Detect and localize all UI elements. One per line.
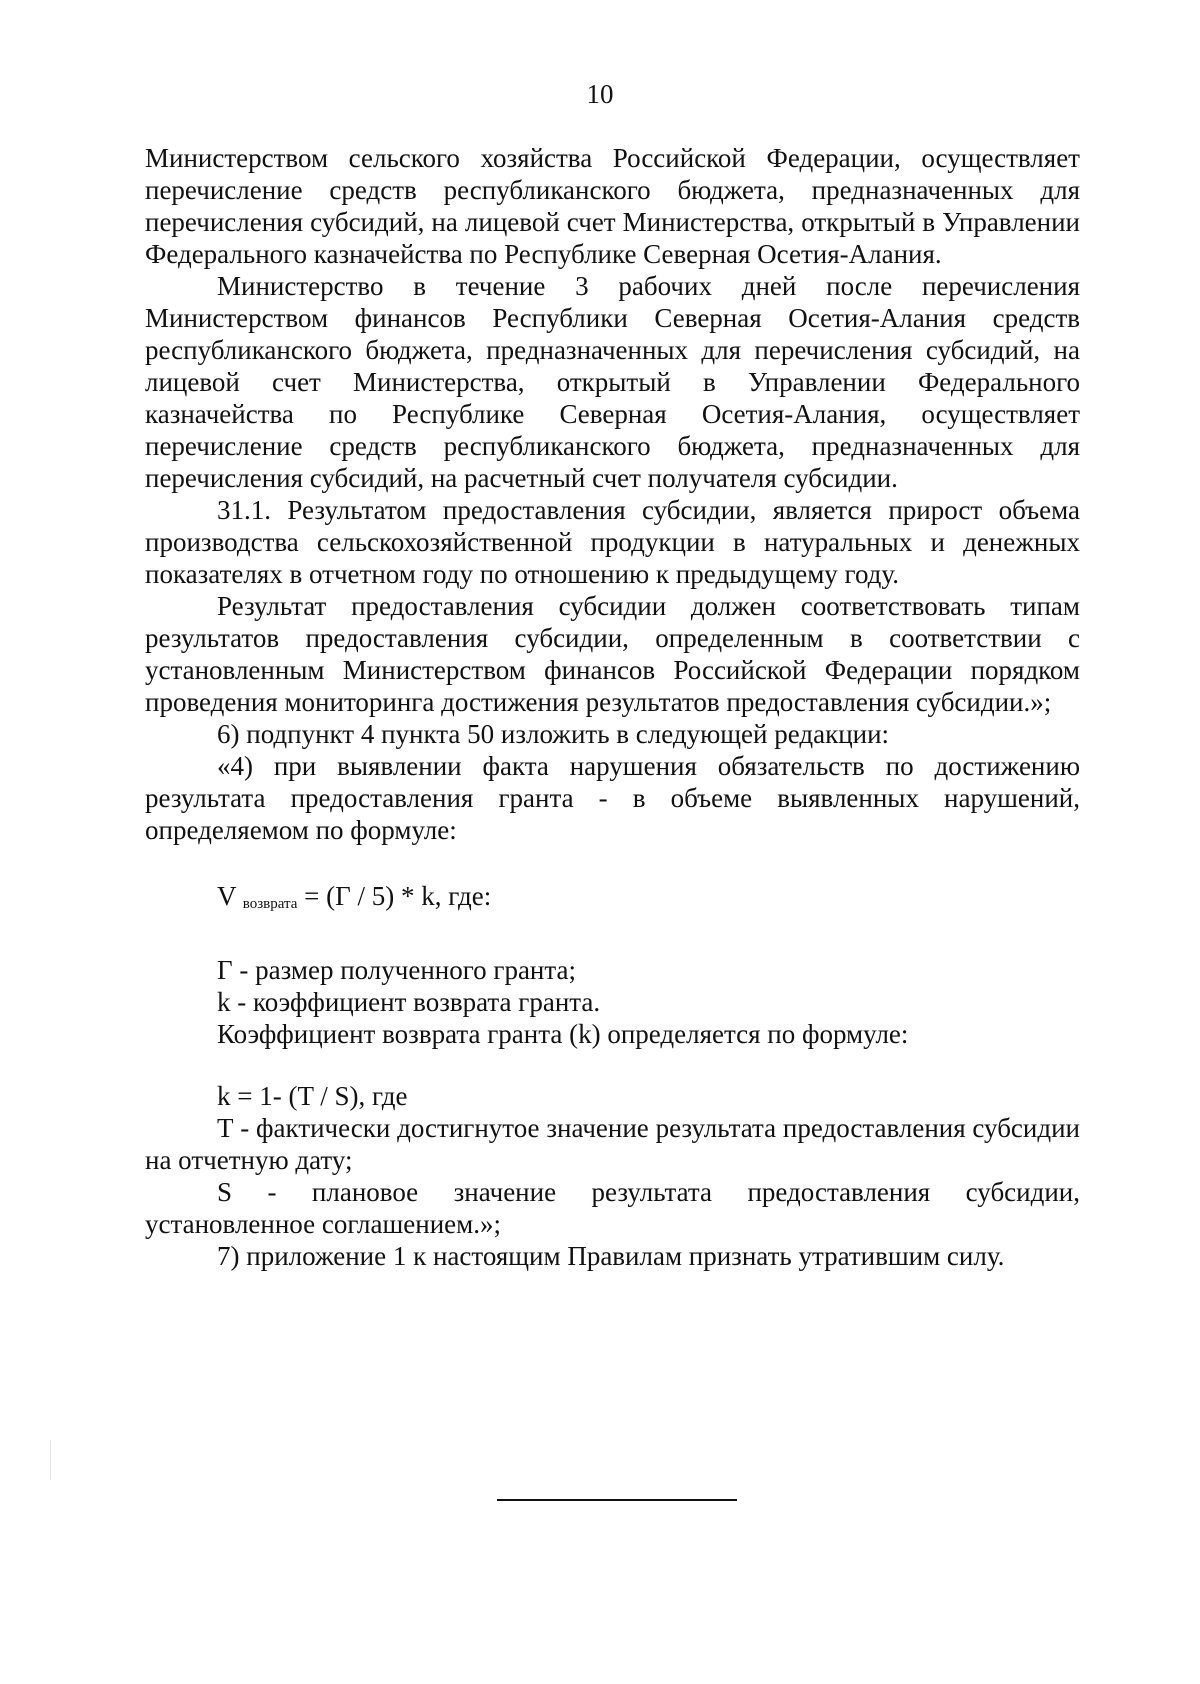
formula-variable: V <box>217 881 237 911</box>
page-number: 10 <box>586 79 614 109</box>
formula-refund-volume <box>145 880 1080 920</box>
formula-subscript: возврата <box>242 896 298 912</box>
formula-coefficient: k = 1- (T / S), где <box>217 1081 408 1111</box>
scan-artifact-line <box>50 1440 51 1480</box>
definition-grant-size: Г - размер полученного гранта; <box>217 955 576 985</box>
definition-refund-coefficient: k - коэффициент возврата гранта. <box>217 987 601 1017</box>
paragraph-transfer-to-ministry-account: Министерством сельского хозяйства Российской Федерации, осуществляет перечисление средств республиканского бюджета, предназначенных для перечисления субсидий, на лицевой счет Министерства, открытый в Управлении Федерального казначейства по Республике Северная Осетия-Алания. <box>145 143 1080 269</box>
paragraph-transfer-to-recipient: Министерство в течение 3 рабочих дней после перечисления Министерством финансов Республики Северная Осетия-Алания средств республиканского бюджета, предназначенных для перечисления субсидий, на лицевой счет Министерства, открытый в Управлении Федерального казначейства по Республике Северная Осетия-Алания, осуществляет перечисление средств республиканского бюджета, предназначенных для перечисления субсидий, на расчетный счет получателя субсидии. <box>145 271 1080 493</box>
paragraph-subsidy-result: 31.1. Результатом предоставления субсидии, является прирост объема производства сельскохозяйственной продукции в натуральных и денежных показателях в отчетном году по отношению к предыдущему году. <box>145 495 1080 589</box>
definition-coefficient-intro: Коэффициент возврата гранта (k) определяется по формуле: <box>217 1019 909 1049</box>
definition-planned-value: S - плановое значение результата предоставления субсидии, установленное соглашением.»; <box>145 1177 1080 1239</box>
definition-actual-value: Т - фактически достигнутое значение результата предоставления субсидии на отчетную дату; <box>145 1113 1080 1175</box>
paragraph-amendment-item-6: 6) подпункт 4 пункта 50 изложить в следующей редакции: <box>217 719 890 749</box>
document-body <box>145 142 1080 1272</box>
paragraph-result-types: Результат предоставления субсидии должен соответствовать типам результатов предоставления субсидии, определенным в соответствии с установленным Министерством финансов Российской Федерации порядком проведения мониторинга достижения результатов предоставления субсидии.»; <box>145 591 1080 717</box>
formula-expression: = (Г / 5) * k, где: <box>304 881 492 911</box>
paragraph-grant-violation: «4) при выявлении факта нарушения обязательств по достижению результата предоставления гранта - в объеме выявленных нарушений, определяемом по формуле: <box>145 751 1080 845</box>
end-of-document-rule <box>497 1499 737 1501</box>
paragraph-amendment-item-7: 7) приложение 1 к настоящим Правилам признать утратившим силу. <box>217 1241 1005 1271</box>
